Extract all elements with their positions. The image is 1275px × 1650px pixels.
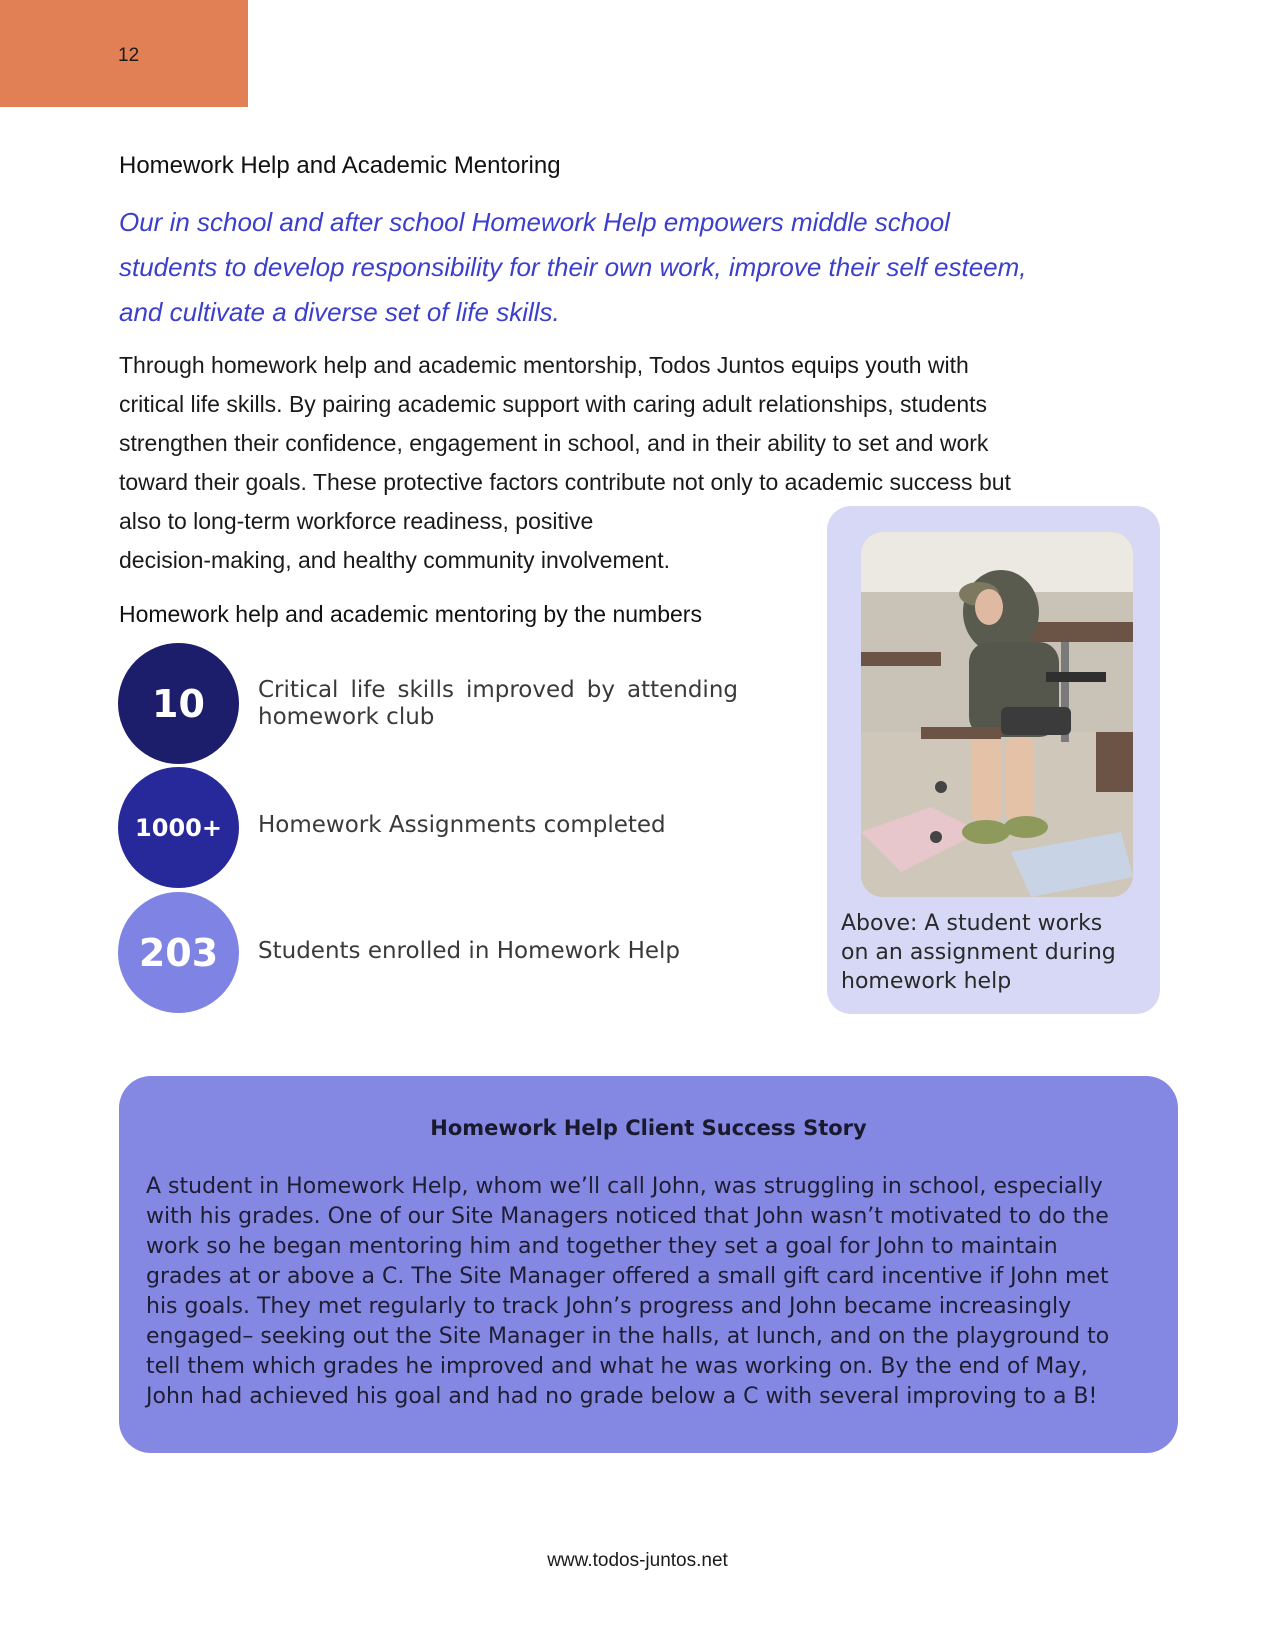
photo-caption <box>841 909 1151 996</box>
stat-value: 203 <box>138 930 219 975</box>
story-line: John had achieved his goal and had no grade below a C with several improving to a B! <box>146 1384 1098 1409</box>
stat-circle-life-skills <box>118 643 239 764</box>
story-line: grades at or above a C. The Site Manager offered a small gift card incentive if John met <box>146 1264 1109 1289</box>
student-photo-illustration <box>861 532 1133 897</box>
story-line: his goals. They met regularly to track John’s progress and John became increasingly <box>146 1294 1072 1319</box>
stat-label-assignments: Homework Assignments completed <box>258 812 666 838</box>
story-line: work so he began mentoring him and together they set a goal for John to maintain <box>146 1234 1058 1259</box>
footer-website: www.todos-juntos.net <box>547 1550 728 1571</box>
intro-line: and cultivate a diverse set of life skills. <box>119 297 560 327</box>
numbers-heading: Homework help and academic mentoring by the numbers <box>119 601 702 627</box>
stat-circle-students <box>118 892 239 1013</box>
body-line: strengthen their confidence, engagement in school, and in their ability to set and work <box>119 430 989 456</box>
story-line: with his grades. One of our Site Managers noticed that John wasn’t motivated to do the <box>146 1204 1109 1229</box>
caption-line: homework help <box>841 969 1012 994</box>
story-line: engaged– seeking out the Site Manager in the halls, at lunch, and on the playground to <box>146 1324 1110 1349</box>
photo-card <box>827 506 1160 1014</box>
story-line: A student in Homework Help, whom we’ll call John, was struggling in school, especially <box>146 1174 1103 1199</box>
success-story-body <box>146 1172 1156 1412</box>
success-story-title: Homework Help Client Success Story <box>430 1116 867 1140</box>
caption-line: on an assignment during <box>841 940 1116 965</box>
stat-label-life-skills: Critical life skills improved by attending homework club <box>258 677 738 730</box>
intro-statement <box>119 200 1159 335</box>
section-heading: Homework Help and Academic Mentoring <box>119 152 561 179</box>
body-line: toward their goals. These protective factors contribute not only to academic success but <box>119 469 1011 495</box>
body-line: decision-making, and healthy community involvement. <box>119 547 670 573</box>
student-photo <box>861 532 1133 897</box>
intro-line: students to develop responsibility for their own work, improve their self esteem, <box>119 252 1027 282</box>
body-line: critical life skills. By pairing academic support with caring adult relationships, students <box>119 391 988 417</box>
page-number: 12 <box>118 45 140 66</box>
stat-value: 1000+ <box>135 813 222 842</box>
stat-value: 10 <box>152 681 205 726</box>
stat-circle-assignments <box>118 767 239 888</box>
body-line: also to long-term workforce readiness, positive <box>119 508 594 534</box>
body-line: Through homework help and academic mentorship, Todos Juntos equips youth with <box>119 352 969 378</box>
story-line: tell them which grades he improved and what he was working on. By the end of May, <box>146 1354 1088 1379</box>
stat-label-students: Students enrolled in Homework Help <box>258 938 681 964</box>
success-story-box <box>119 1076 1178 1453</box>
intro-line: Our in school and after school Homework Help empowers middle school <box>119 207 950 237</box>
caption-line: Above: A student works <box>841 911 1103 936</box>
